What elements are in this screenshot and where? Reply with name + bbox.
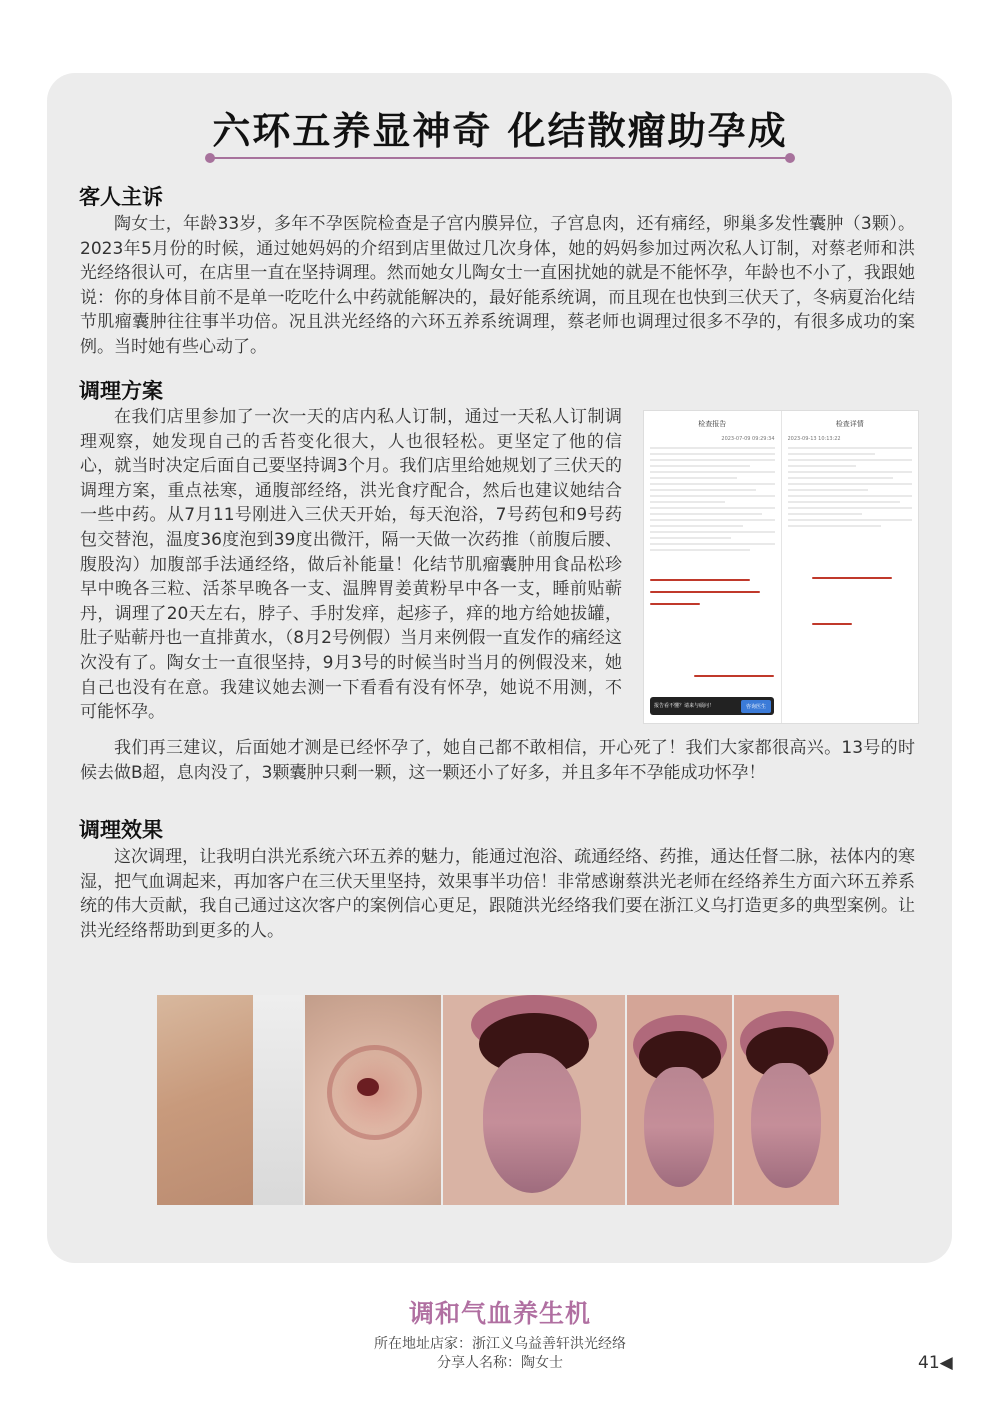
arm-photo (157, 995, 303, 1205)
red-underline (650, 579, 750, 581)
section-heading-effect: 调理效果 (79, 818, 163, 842)
report-right-title: 检查详情 (835, 420, 864, 428)
report-left-date: 2023-07-09 09:29:34 (721, 436, 775, 442)
footer-address: 所在地址店家：浙江义乌益善轩洪光经络 (374, 1336, 626, 1352)
page-number: 41◀ (918, 1353, 953, 1373)
report-left-title: 检查报告 (698, 420, 727, 428)
cupping-mark-photo (305, 995, 441, 1205)
photo-strip (157, 995, 843, 1205)
medical-report-image (643, 410, 919, 724)
report-panel-left (644, 411, 782, 723)
report-panel-right (782, 411, 919, 723)
red-underline (650, 591, 760, 593)
title-divider (210, 157, 790, 159)
footer-slogan: 调和气血养生机 (408, 1299, 591, 1328)
tongue-photo-after-1 (627, 995, 732, 1205)
divider-dot-left (205, 153, 215, 163)
section-heading-plan: 调理方案 (79, 379, 163, 403)
section-paragraph-plan-result: 我们再三建议，后面她才测是已经怀孕了，她自己都不敢相信，开心死了！我们大家都很高兴。13号的时候去做B超，息肉没了，3颗囊肿只剩一颗，这一颗还小了好多，并且多年不孕能成功怀孕！ (80, 738, 915, 783)
page-title: 六环五养显神奇 化结散瘤助孕成 (212, 109, 788, 153)
section-paragraph-plan: 在我们店里参加了一次一天的店内私人订制，通过一天私人订制调理观察，她发现自己的舌苔变化很大，人也很轻松。更坚定了他的信心，就当时决定后面自己要坚持调3个月。我们店里给她规划了三伏天的调理方案，重点祛寒，通腹部经络，洪光食疗配合，然后也建议她结合一些中药。从7月11号刚进入三伏天开始，每天泡浴，7号药包和9号药包交替泡，温度36度泡到39度出微汗，隔一天做一次药推（前腹后腰、腹股沟）加腹部手法通经络，做后补能量！化结节肌瘤囊肿用食品松珍早中晚各三粒、活茶早晚各一支、温脾胃姜黄粉早中各一支，睡前贴蕲丹，调理了20天左右，脖子、手肘发痒，起疹子，痒的地方给她拔罐，肚子贴蕲丹也一直排黄水，（8月2号例假）当月来例假一直发作的痛经这次没有了。陶女士一直很坚持，9月3号的时候当时当月的例假没来，她自己也没有在意。我建议她去测一下看看有没有怀孕，她说不用测，不可能怀孕。 (80, 407, 622, 723)
consult-text: 报告看不懂？请来与硕问！ (654, 703, 715, 709)
report-right-date: 2023-09-13 10:13:22 (787, 436, 841, 442)
consult-bar (650, 697, 774, 715)
consult-doctor-button: 咨询医生 (741, 700, 771, 713)
red-underline (650, 603, 700, 605)
section-paragraph-effect: 这次调理，让我明白洪光系统六环五养的魅力，能通过泡浴、疏通经络、药推，通达任督二脉，祛体内的寒湿，把气血调起来，再加客户在三伏天里坚持，效果事半功倍！非常感谢蔡洪光老师在经络养生方面六环五养系统的伟大贡献，我自己通过这次客户的案例信心更足，跟随洪光经络我们要在浙江义乌打造更多的典型案例。让洪光经络帮助到更多的人。 (80, 847, 915, 941)
footer-sharer: 分享人名称：陶女士 (437, 1355, 563, 1371)
tongue-photo-after-2 (734, 995, 839, 1205)
section-heading-complaint: 客人主诉 (79, 185, 163, 209)
tongue-photo-before (443, 995, 625, 1205)
red-underline (694, 675, 774, 677)
red-underline (812, 623, 852, 625)
red-underline (812, 577, 892, 579)
section-paragraph-complaint: 陶女士，年龄33岁，多年不孕医院检查是子宫内膜异位，子宫息肉，还有痛经，卵巢多发性囊肿（3颗）。2023年5月份的时候，通过她妈妈的介绍到店里做过几次身体，她的妈妈参加过两次私人订制，对蔡老师和洪光经络很认可，在店里一直在坚持调理。然而她女儿陶女士一直困扰她的就是不能怀孕，年龄也不小了，我跟她说：你的身体目前不是单一吃吃什么中药就能解决的，最好能系统调，而且现在也快到三伏天了，冬病夏治化结节肌瘤囊肿往往事半功倍。况且洪光经络的六环五养系统调理，蔡老师也调理过很多不孕的，有很多成功的案例。当时她有些心动了。 (80, 214, 915, 357)
divider-dot-right (785, 153, 795, 163)
